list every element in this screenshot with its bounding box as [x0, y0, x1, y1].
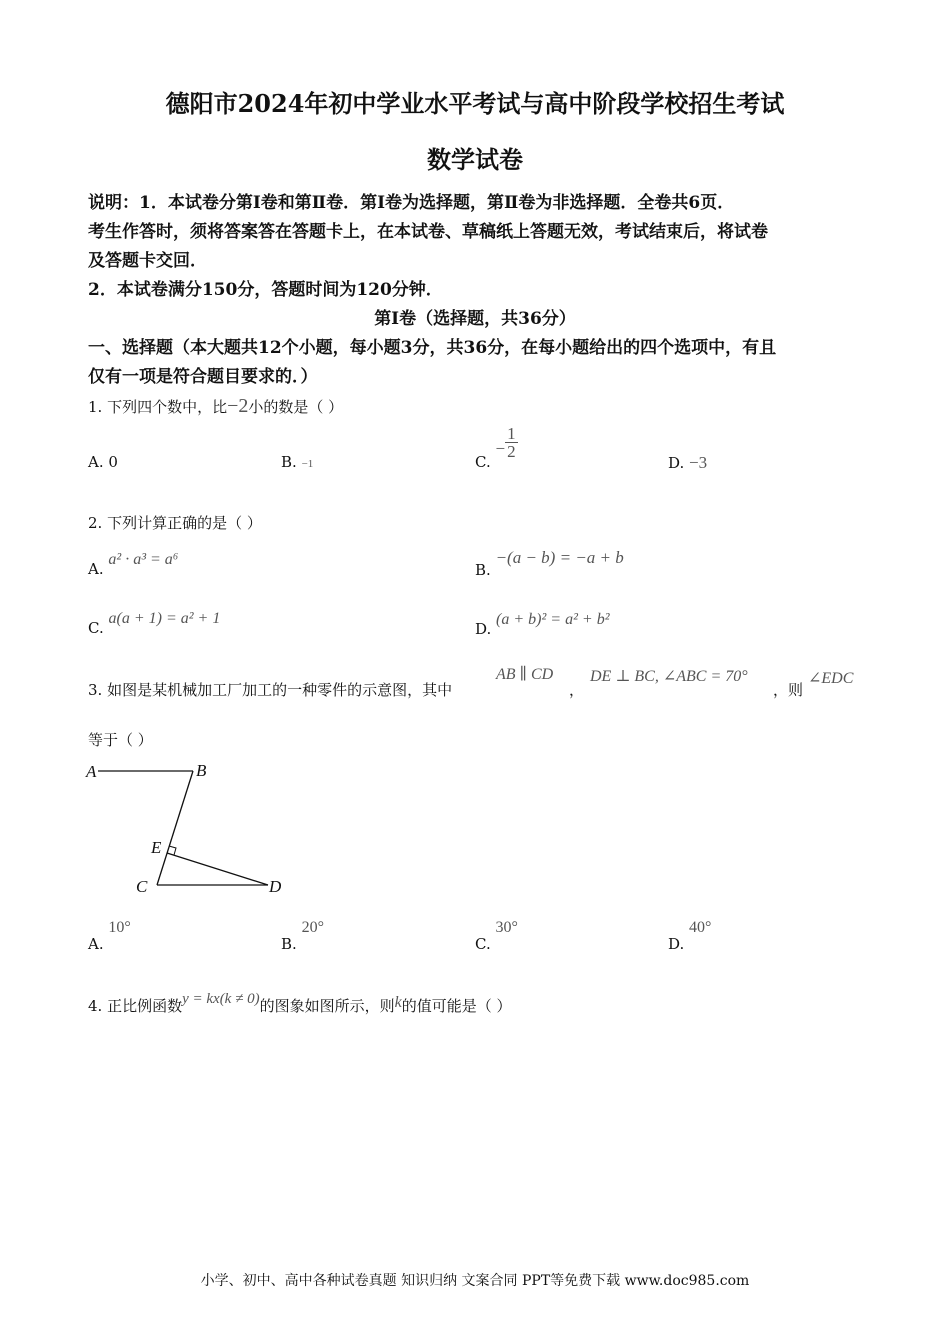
q3-option-b[interactable]	[281, 918, 324, 953]
option-label: D.	[475, 620, 492, 638]
option-label: B.	[281, 453, 297, 471]
q2-option-d[interactable]	[475, 610, 610, 638]
option-value: 30°	[495, 919, 518, 936]
option-fraction	[505, 425, 518, 460]
option-value: −1	[301, 458, 314, 470]
q3-math-parallel: AB ∥ CD	[496, 666, 554, 683]
instruction-line-2: 考生作答时，须将答案答在答题卡上，在本试卷、草稿纸上答题无效，考试结束后，将试卷	[88, 222, 768, 242]
option-math: a² · a³ = a⁶	[108, 551, 179, 568]
q2-option-a[interactable]	[88, 550, 179, 578]
q4-stem-text-a: 4. 正比例函数	[88, 997, 183, 1015]
q3-comma: ，	[569, 681, 585, 699]
option-label: B.	[281, 935, 297, 953]
q1-option-d[interactable]	[668, 453, 707, 473]
q1-stem-text-b: 小的数是（ ）	[248, 398, 344, 416]
fraction-numerator: 1	[507, 424, 516, 443]
part-heading-line-2: 仅有一项是符合题目要求的．）	[88, 367, 318, 387]
point-label-a: A	[86, 762, 97, 781]
option-sign: −	[495, 439, 506, 458]
q3-option-c[interactable]	[475, 918, 518, 953]
option-label: D.	[668, 454, 685, 472]
q2-option-b[interactable]	[475, 548, 624, 579]
q3-geometry-figure	[80, 755, 300, 900]
point-label-b: B	[196, 761, 207, 780]
page-footer: 小学、初中、高中各种试卷真题 知识归纳 文案合同 PPT等免费下载 www.doc985.com	[200, 1273, 750, 1289]
point-label-d: D	[269, 877, 282, 896]
q1-stem-text-a: 1. 下列四个数中，比	[88, 398, 228, 416]
option-value: 10°	[108, 919, 131, 936]
instruction-line-3: 及答题卡交回．	[88, 251, 207, 271]
option-label: A.	[88, 935, 104, 953]
option-math: (a + b)² = a² + b²	[496, 611, 610, 628]
q4-stem-text-c: 的值可能是（ ）	[401, 997, 512, 1015]
option-value: 20°	[301, 919, 324, 936]
segment-bc	[157, 771, 193, 885]
part-heading-line-1: 一、选择题（本大题共12个小题，每小题3分，共36分，在每小题给出的四个选项中，有且	[88, 338, 777, 358]
option-label: C.	[475, 935, 491, 953]
option-label: D.	[668, 935, 685, 953]
q2-option-c[interactable]	[88, 609, 221, 637]
option-label: B.	[475, 561, 491, 579]
q3-stem-b: ，则	[773, 681, 804, 699]
option-value: −3	[689, 453, 708, 472]
q3-option-d[interactable]	[668, 918, 712, 953]
question-2-stem: 2. 下列计算正确的是（ ）	[88, 514, 262, 532]
option-math: −(a − b) = −a + b	[495, 548, 624, 567]
question-3-stem-c: 等于（ ）	[88, 731, 153, 749]
option-label: A.	[88, 453, 104, 471]
segment-de	[167, 853, 268, 885]
option-value: 0	[108, 453, 118, 471]
q1-stem-math: −2	[227, 395, 249, 417]
option-math: a(a + 1) = a² + 1	[108, 610, 221, 627]
q1-option-b[interactable]	[281, 453, 313, 471]
q4-math-function: y = kx(k ≠ 0)	[182, 991, 260, 1007]
q1-option-a[interactable]	[88, 453, 118, 471]
exam-subtitle: 数学试卷	[427, 145, 523, 174]
option-value: 40°	[689, 919, 712, 936]
q4-math-k: k	[394, 994, 402, 1011]
volume-heading: 第Ⅰ卷（选择题，共36分）	[374, 309, 576, 329]
q3-math-perpendicular: DE ⊥ BC, ∠ABC = 70°	[590, 668, 748, 685]
question-4-stem	[88, 991, 512, 1016]
q4-stem-text-b: 的图象如图所示，则	[259, 997, 395, 1015]
point-label-c: C	[136, 877, 148, 896]
q1-option-c[interactable]	[475, 425, 518, 471]
q3-option-a[interactable]	[88, 918, 131, 953]
option-label: A.	[88, 560, 104, 578]
fraction-denominator: 2	[507, 442, 516, 461]
question-1-stem	[88, 395, 343, 418]
q3-math-angle: ∠EDC	[808, 670, 854, 687]
option-label: C.	[475, 453, 491, 471]
instruction-line-4: 2．本试卷满分150分，答题时间为120分钟．	[88, 280, 443, 300]
instruction-line-1: 说明：1．本试卷分第Ⅰ卷和第Ⅱ卷．第Ⅰ卷为选择题，第Ⅱ卷为非选择题．全卷共6页．	[88, 193, 735, 213]
exam-title: 德阳市2024年初中学业水平考试与高中阶段学校招生考试	[165, 89, 785, 118]
point-label-e: E	[151, 838, 162, 857]
question-3-stem-a: 3. 如图是某机械加工厂加工的一种零件的示意图，其中	[88, 681, 453, 699]
option-label: C.	[88, 619, 104, 637]
